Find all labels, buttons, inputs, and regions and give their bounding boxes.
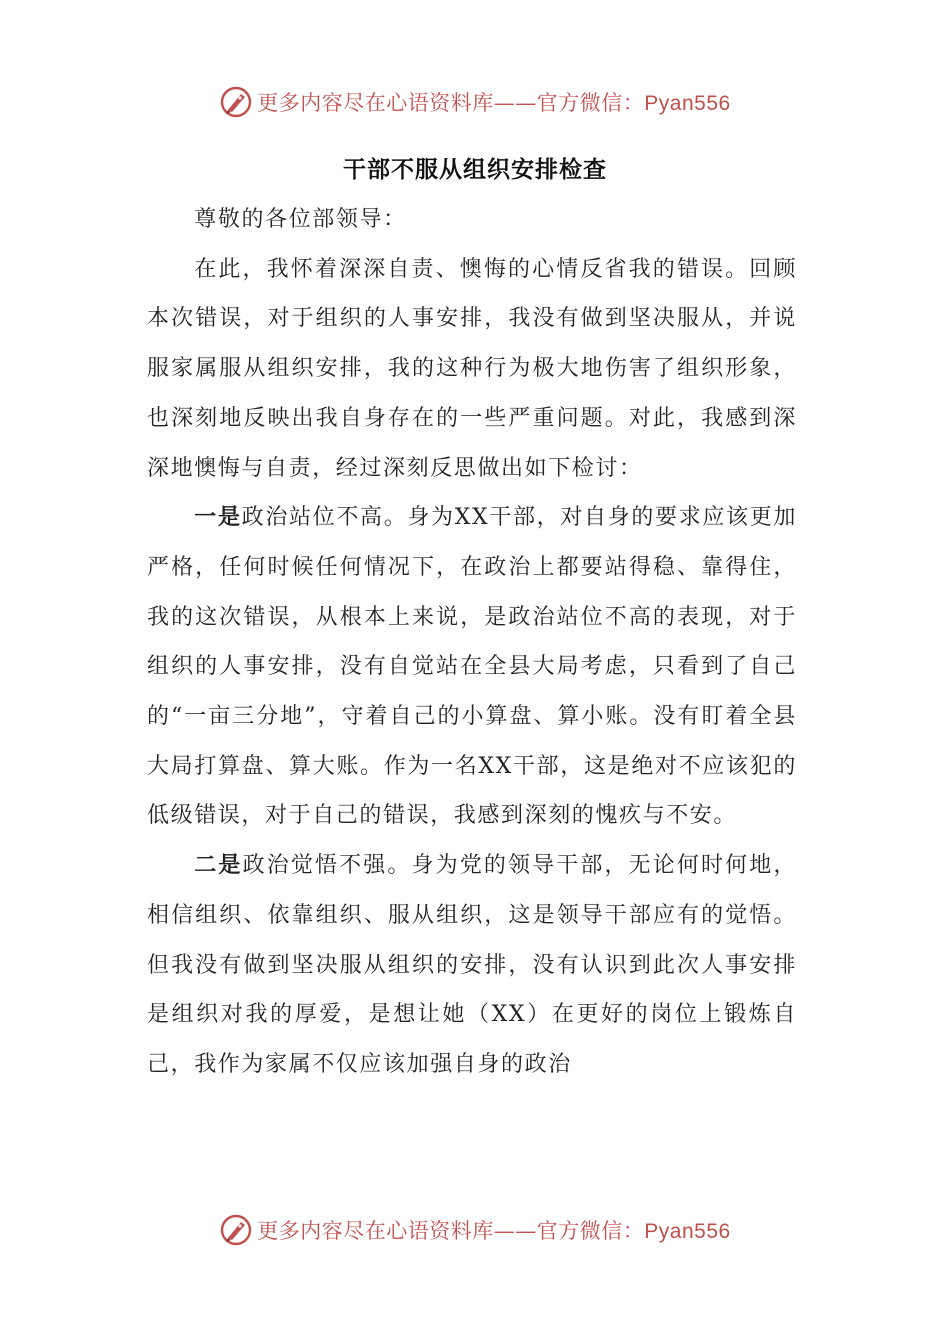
- watermark-text: 更多内容尽在心语资料库——官方微信：Pyan556: [257, 1219, 731, 1243]
- watermark-banner-bottom: [0, 1210, 950, 1250]
- point-lead: 二是: [194, 853, 243, 879]
- document-body: [147, 195, 797, 1090]
- pen-nib-icon: [219, 85, 253, 119]
- point-paragraph-1: [147, 493, 797, 841]
- intro-paragraph: 在此，我怀着深深自责、懊悔的心情反省我的错误。回顾本次错误，对于组织的人事安排，我没有做到坚决服从，并说服家属服从组织安排，我的这种行为极大地伤害了组织形象，也深刻地反映出我自身存在的一些严重问题。对此，我感到深深地懊悔与自责，经过深刻反思做出如下检讨：: [147, 256, 797, 481]
- salutation: 尊敬的各位部领导：: [194, 207, 407, 232]
- point-text: 政治站位不高。身为XX干部，对自身的要求应该更加严格，任何时候任何情况下，在政治上都要站得稳、靠得住，我的这次错误，从根本上来说，是政治站位不高的表现，对于组织的人事安排，没有自觉站在全县大局考虑，只看到了自己的“一亩三分地”，守着自己的小算盘、算小账。没有盯着全县大局打算盘、算大账。作为一名XX干部，这是绝对不应该犯的低级错误，对于自己的错误，我感到深刻的愧疚与不安。: [147, 505, 798, 829]
- document-title: 干部不服从组织安排检查: [343, 157, 607, 183]
- watermark-banner-top: [0, 82, 950, 122]
- point-paragraph-2: [147, 841, 797, 1090]
- pen-nib-icon: [219, 1213, 253, 1247]
- point-lead: 一是: [194, 505, 242, 531]
- watermark-text: 更多内容尽在心语资料库——官方微信：Pyan556: [257, 91, 731, 115]
- point-text: 政治觉悟不强。身为党的领导干部，无论何时何地，相信组织、依靠组织、服从组织，这是领导干部应有的觉悟。但我没有做到坚决服从组织的安排，没有认识到此次人事安排是组织对我的厚爱，是想让她（XX）在更好的岗位上锻炼自己，我作为家属不仅应该加强自身的政治: [147, 853, 797, 1077]
